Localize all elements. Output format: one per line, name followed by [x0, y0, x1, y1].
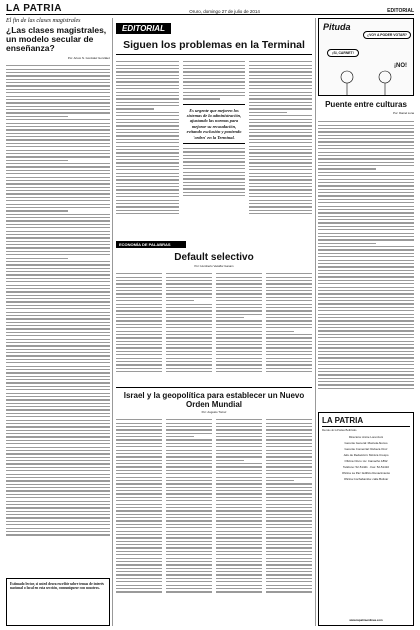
newspaper-brand: LA PATRIA [6, 3, 62, 14]
story-title: Israel y la geopolítica para establecer un Nuevo Orden Mundial [116, 387, 312, 409]
reader-note-box [6, 578, 110, 626]
story-byline: Por: Augusto Tórrez [201, 410, 227, 414]
right-article-title: Puente entre culturas [325, 100, 407, 109]
column-divider [315, 18, 316, 626]
speech-bubble: ¡SI, CARNET! [327, 49, 359, 57]
editorial-tag: EDITORIAL [116, 23, 171, 34]
editorial-body [116, 59, 312, 237]
comic-title: Pituda [323, 22, 351, 32]
staff-row: Gerente Comercial: Rebeca Oroz [344, 447, 388, 451]
right-byline: Por: Daniel Luna [393, 111, 414, 115]
editorial-title: Siguen los problemas en la Terminal [116, 39, 312, 55]
story-body [116, 271, 312, 383]
staff-brand: LA PATRIA [322, 416, 410, 427]
website-link[interactable]: www.lapatriaenlinea.com [349, 618, 383, 622]
story-byline: Por: Humberto Vacaflor Ganam [194, 264, 234, 268]
section-label: EDITORIAL [387, 8, 414, 14]
speech-bubble: ¿VOY A PODER VOTAR? [363, 31, 411, 39]
left-column [6, 18, 110, 626]
column-divider [112, 18, 113, 626]
staff-box [318, 412, 414, 626]
staff-row: Oficina Oruro: Av. Camacho 1892 [344, 459, 388, 463]
comic-figure-icon [319, 19, 415, 97]
right-column [318, 18, 414, 626]
story-title: Default selectivo [174, 252, 254, 263]
staff-subtitle: Decano de la Prensa Boliviana [322, 429, 357, 432]
staff-row: Gerente General: Marcela Alonso [344, 441, 388, 445]
issue-date: Oruro, domingo 27 de julio de 2014 [189, 9, 260, 14]
editorial-pullquote: Es urgente que mejoren los sistemas de la administración, ajustando las normas para mejorar su recaudación, evitando exclusión y poniendo 'orden' en la Terminal. [183, 104, 246, 144]
story-body [116, 417, 312, 613]
center-column [116, 18, 312, 626]
left-article-title: ¿Las clases magistrales, un modelo secular de enseñanza? [6, 25, 107, 53]
left-byline: Por: Arturo N. González González [67, 56, 110, 60]
comic-shout: ¡NO! [394, 63, 407, 69]
staff-row: Oficina La Paz: Edificio Renacimiento [341, 471, 391, 475]
staff-row: Jefe de Redacción: Mónica Crespo [343, 453, 389, 457]
left-kicker: El fin de las clases magistrales [6, 18, 81, 24]
left-article-body [6, 63, 110, 563]
reader-note-text: Estimado lector, si usted desea escribir sobre temas de interés nacional o local en esta sección, comuníquese con nosotros. [10, 582, 104, 591]
comic-strip [318, 18, 414, 96]
masthead [6, 3, 414, 15]
right-article-body [318, 119, 414, 417]
staff-row: Directora: Annie Lorenzoni [348, 435, 384, 439]
section-bar: ECONOMÍA DE PALABRAS [116, 241, 186, 248]
staff-row: Teléfono: 52-51441 · Fax: 52-51410 [343, 465, 389, 469]
staff-row: Oficina Cochabamba: calle Bolívar [343, 477, 389, 481]
